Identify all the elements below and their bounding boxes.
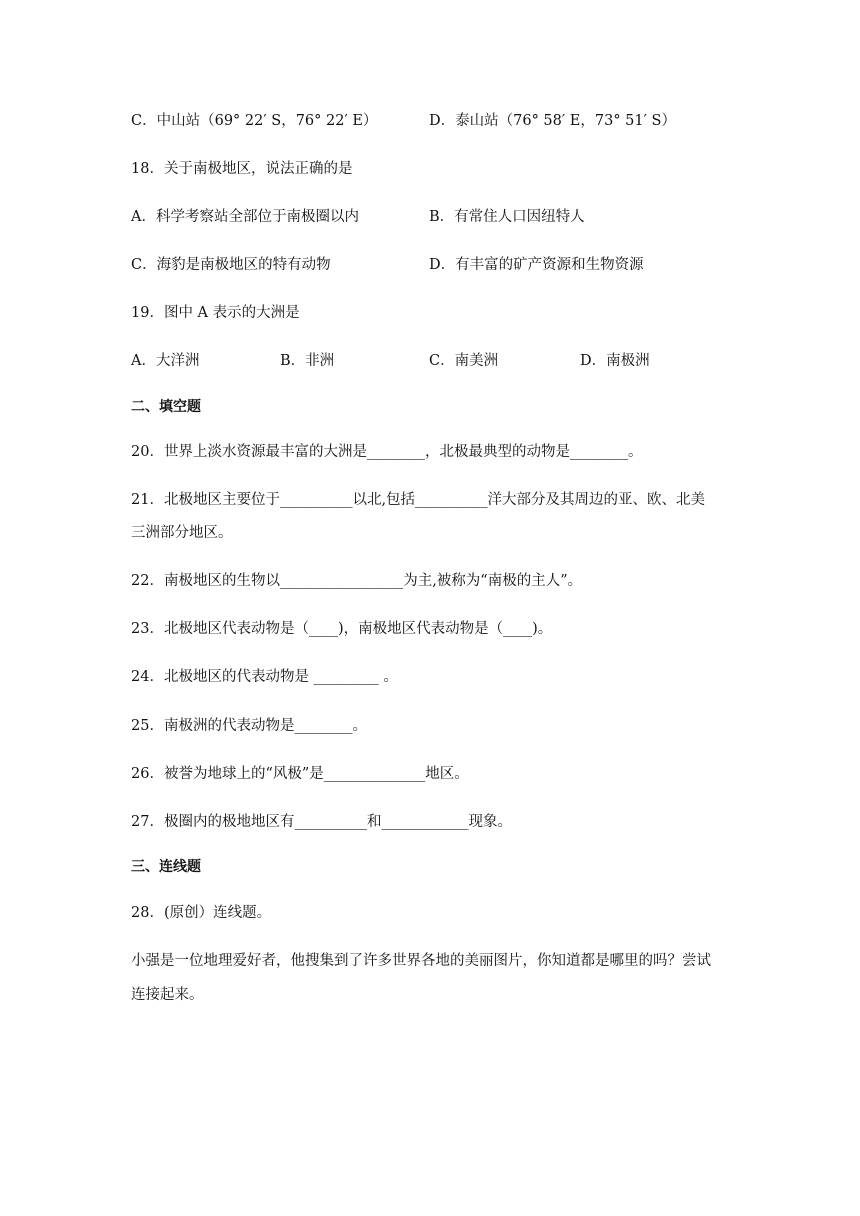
- q18-stem: 18．关于南极地区，说法正确的是: [131, 161, 353, 177]
- q25-text: 25．南极洲的代表动物是________。: [131, 718, 367, 734]
- section-heading-matching: 三、连线题: [131, 859, 201, 875]
- q19-stem: 19．图中 A 表示的大洲是: [131, 305, 300, 321]
- q18-option-b: B．有常住人口因纽特人: [429, 209, 585, 225]
- q18-option-c: C．海豹是南极地区的特有动物: [131, 257, 331, 273]
- q28-description-line1: 小强是一位地理爱好者，他搜集到了许多世界各地的美丽图片，你知道都是哪里的吗？尝试: [131, 953, 711, 969]
- q20-text: 20．世界上淡水资源最丰富的大洲是________，北极最典型的动物是________。: [131, 444, 643, 460]
- q21-text-line2: 三洲部分地区。: [131, 525, 233, 541]
- q28-stem: 28．(原创）连线题。: [131, 905, 272, 921]
- q17-option-c: C．中山站（69° 22′ S，76° 22′ E）: [131, 113, 378, 129]
- q27-text: 27．极圈内的极地地区有__________和____________现象。: [131, 814, 512, 830]
- q17-option-d: D．泰山站（76° 58′ E，73° 51′ S）: [429, 113, 676, 129]
- q24-text: 24．北极地区的代表动物是 _________ 。: [131, 669, 398, 685]
- q18-option-a: A．科学考察站全部位于南极圈以内: [131, 209, 359, 225]
- section-heading-fill-in: 二、填空题: [131, 399, 201, 415]
- q26-text: 26．被誉为地球上的“风极”是______________地区。: [131, 766, 469, 782]
- q19-option-d: D．南极洲: [580, 353, 650, 369]
- q22-text: 22．南极地区的生物以_________________为主,被称为“南极的主人”。: [131, 573, 583, 589]
- q21-text-line1: 21．北极地区主要位于__________以北,包括__________洋大部分及其周边的亚、欧、北美: [131, 492, 706, 508]
- q28-description-line2: 连接起来。: [131, 987, 204, 1003]
- q19-option-c: C．南美洲: [429, 353, 499, 369]
- q19-option-a: A．大洋洲: [131, 353, 200, 369]
- q23-text: 23．北极地区代表动物是（____)，南极地区代表动物是（____)。: [131, 621, 553, 637]
- q19-option-b: B．非洲: [280, 353, 335, 369]
- q18-option-d: D．有丰富的矿产资源和生物资源: [429, 257, 644, 273]
